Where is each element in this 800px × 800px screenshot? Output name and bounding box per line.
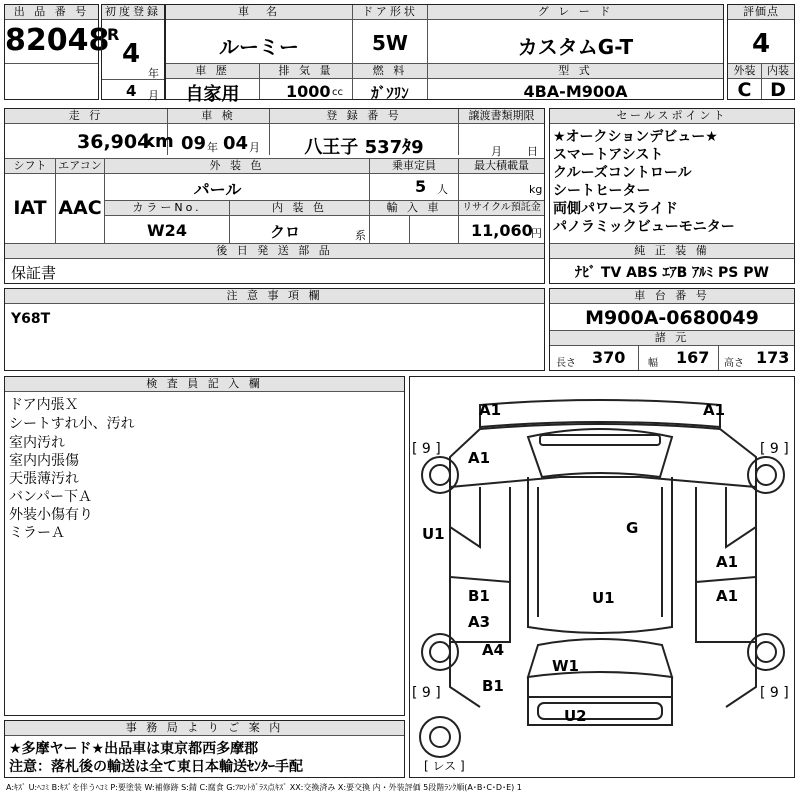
- fuel: ｶﾞｿﾘﾝ: [371, 84, 409, 102]
- damage-mark-rear-glass: W1: [552, 657, 579, 675]
- sales-label: セールスポイント: [550, 109, 794, 123]
- spec-label: 諸 元: [550, 331, 794, 345]
- int-color: クロ: [269, 223, 300, 241]
- tire-rear-right: [ 9 ]: [760, 685, 789, 701]
- ac-label: エアコン: [56, 159, 104, 173]
- inspector-line: 天張薄汚れ: [9, 471, 79, 487]
- mileage: 36,904: [77, 131, 151, 153]
- legend: A:ｷｽﾞ U:ﾍｺﾐ B:ｷｽﾞを伴うﾍｺﾐ P:要塗装 W:補修跡 S:錆 C:腐食 G:ﾌﾛﾝﾄｶﾞﾗｽ点ｷｽﾞ XX:交換済み X:要交換 内・外装評価 5段階ﾗﾝｸ順(A･B･C･D･E) 1: [6, 783, 522, 792]
- import-label: 輸 入 車: [370, 201, 458, 215]
- height: 173: [756, 348, 790, 367]
- sales-item: 両側パワースライド: [553, 201, 678, 217]
- fuel-label: 燃 料: [353, 64, 427, 78]
- inspector-line: ドア内張Ｘ: [9, 397, 79, 413]
- damage-mark-roof: G: [626, 519, 639, 537]
- inspector-line: 外装小傷有り: [9, 507, 93, 523]
- chassis-label: 車 台 番 号: [550, 289, 794, 303]
- car-name: ルーミー: [219, 35, 299, 59]
- inspector-line: ミラーＡ: [9, 525, 65, 541]
- name-label: 車 名: [166, 5, 352, 19]
- first-reg-label: 初度登録: [102, 5, 164, 19]
- chassis-box: [549, 288, 795, 371]
- spare-tire: [ レス ]: [424, 759, 465, 773]
- sales-item: シートヒーター: [553, 183, 651, 199]
- int-score: D: [770, 79, 786, 101]
- inspector-box: [4, 376, 405, 716]
- inspection-year: 09: [181, 133, 207, 154]
- score-label: 評価点: [728, 5, 794, 19]
- color-no-label: カラーNo.: [105, 201, 229, 215]
- history-label: 車 歴: [166, 64, 259, 78]
- damage-mark-rear-left-b: B1: [468, 587, 490, 605]
- grade: カスタムG-T: [517, 35, 634, 59]
- inspector-line: 室内内張傷: [9, 453, 79, 469]
- tire-front-right: [ 9 ]: [760, 441, 789, 457]
- width: 167: [676, 348, 710, 367]
- damage-mark-door-left: U1: [422, 525, 445, 543]
- sales-item: ★オークションデビュー★: [553, 129, 718, 145]
- ext-score: C: [737, 79, 752, 101]
- details-box: [4, 108, 545, 284]
- width-label: 幅: [648, 358, 658, 369]
- notes-label: 注 意 事 項 欄: [5, 289, 544, 303]
- lot-number: 82048: [5, 23, 110, 58]
- transfer-day: 日: [527, 145, 538, 158]
- shift-label: シフト: [5, 159, 55, 173]
- displacement: 1000: [286, 82, 331, 101]
- capacity-unit: 人: [437, 183, 448, 196]
- tire-front-left: [ 9 ]: [412, 441, 441, 457]
- sales-item: クルーズコントロール: [553, 165, 692, 181]
- damage-mark-rear-bumper-left: B1: [482, 677, 504, 695]
- damage-mark-front-right: A1: [703, 401, 726, 419]
- recycle-unit: 円: [531, 227, 542, 240]
- inspection-month: 04: [223, 133, 249, 154]
- load-unit: kg: [529, 183, 543, 196]
- first-registration-box: [101, 4, 165, 100]
- mileage-unit: km: [143, 131, 174, 152]
- plate-label: 登 録 番 号: [270, 109, 458, 123]
- height-label: 高さ: [724, 358, 744, 369]
- capacity: 5: [415, 177, 427, 196]
- door-label: ドア形状: [353, 5, 427, 19]
- inspector-label: 検 査 員 記 入 欄: [5, 377, 404, 391]
- lot-label: 出 品 番 号: [5, 5, 98, 19]
- damage-mark-door-right-a: A1: [716, 553, 739, 571]
- ac: AAC: [58, 197, 102, 219]
- damage-mark-fender-left: A1: [468, 449, 491, 467]
- reg-year-unit: 年: [148, 67, 159, 80]
- plate-number: 八王子 537ﾀ9: [304, 137, 424, 158]
- damage-mark-door-right-b: A1: [716, 587, 739, 605]
- mileage-label: 走 行: [5, 109, 167, 123]
- inspection-month-unit: 月: [249, 141, 260, 154]
- chassis-number: M900A-0680049: [585, 307, 759, 329]
- inspector-line: シートすれ小、汚れ: [9, 416, 135, 432]
- inspector-line: 室内汚れ: [9, 435, 65, 451]
- transfer-month: 月: [491, 145, 502, 158]
- color-no: W24: [147, 221, 187, 240]
- damage-mark-front-left: A1: [479, 401, 502, 419]
- grade-label: グ レ ー ド: [428, 5, 723, 19]
- lot-box: [4, 4, 110, 100]
- equipment: ﾅﾋﾞ TV ABS ｴｱB ｱﾙﾐ PS PW: [575, 265, 769, 281]
- era: R: [107, 25, 120, 44]
- capacity-label: 乗車定員: [370, 159, 458, 173]
- reg-month: 4: [126, 82, 137, 100]
- notes-text: Y68T: [11, 311, 51, 327]
- shift: IAT: [13, 197, 47, 219]
- office-line-2: 注意：落札後の輸送は全て東日本輸送ｾﾝﾀｰ手配: [9, 759, 303, 775]
- length-label: 長さ: [556, 358, 576, 369]
- car-outline: [410, 377, 796, 779]
- office-line-1: ★多摩ヤード★出品車は東京都西多摩郡: [9, 741, 259, 757]
- model-label: 型 式: [428, 64, 723, 78]
- door-type: 5W: [372, 31, 408, 55]
- recycle-amount: 11,060: [471, 221, 533, 240]
- damage-mark-rear-left-a: A3: [468, 613, 491, 631]
- office-label: 事 務 局 よ り ご 案 内: [5, 721, 404, 735]
- later-parts: 保証書: [11, 264, 57, 282]
- recycle-label: リサイクル預託金: [459, 201, 544, 215]
- score-box: [727, 4, 795, 100]
- equip-label: 純 正 装 備: [550, 244, 794, 258]
- inspector-line: バンパー下Ａ: [9, 489, 93, 505]
- int-color-label: 内 装 色: [230, 201, 369, 215]
- later-label: 後 日 発 送 部 品: [5, 244, 544, 258]
- damage-mark-rear-quarter: A4: [482, 641, 505, 659]
- inspection-year-unit: 年: [207, 141, 218, 154]
- ext-color: パール: [193, 180, 242, 199]
- model: 4BA-M900A: [523, 82, 628, 101]
- ext-color-label: 外 装 色: [105, 159, 369, 173]
- damage-diagram: [409, 376, 795, 778]
- office-box: [4, 720, 405, 778]
- length: 370: [592, 348, 626, 367]
- inspection-label: 車 検: [168, 109, 269, 123]
- sales-item: スマートアシスト: [553, 147, 664, 163]
- damage-mark-rear-bumper: U2: [564, 707, 587, 725]
- notes-box: [4, 288, 545, 371]
- damage-mark-center: U1: [592, 589, 615, 607]
- displacement-unit: cc: [332, 87, 343, 98]
- history: 自家用: [185, 84, 240, 105]
- main-spec-box: [165, 4, 724, 105]
- int-color-suffix: 系: [355, 229, 366, 242]
- sales-box: [549, 108, 795, 284]
- transfer-label: 譲渡書類期限: [459, 109, 544, 123]
- ext-score-label: 外装: [728, 64, 761, 78]
- int-score-label: 内装: [762, 64, 794, 78]
- reg-year: 4: [122, 39, 141, 69]
- score: 4: [751, 29, 771, 59]
- displacement-label: 排 気 量: [260, 64, 352, 78]
- tire-rear-left: [ 9 ]: [412, 685, 441, 701]
- load-label: 最大積載量: [459, 159, 544, 173]
- sales-item: パノラミックビューモニター: [553, 219, 735, 235]
- reg-month-unit: 月: [148, 89, 159, 102]
